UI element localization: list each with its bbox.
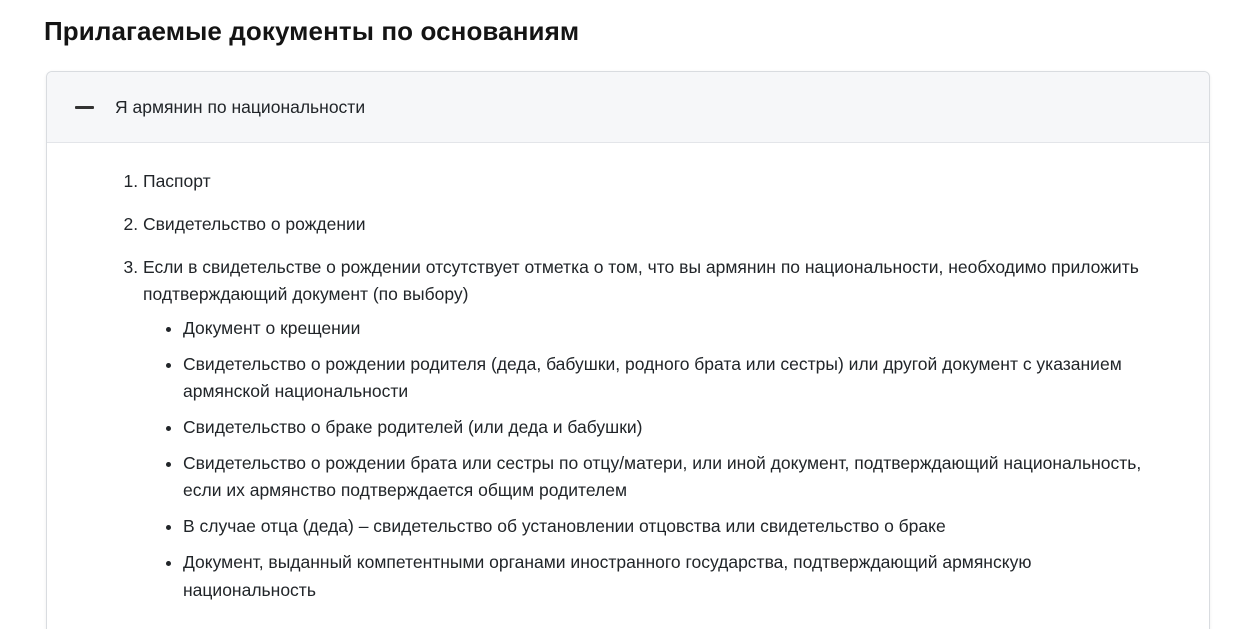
accordion-card: [46, 71, 1210, 629]
page-title: Прилагаемые документы по основаниям: [44, 16, 580, 46]
document-option-item: • Документ, выданный компетентными органами иностранного государства, подтверждающий армянскую национальность: [183, 549, 1165, 603]
document-option-item: • Свидетельство о браке родителей (или деда и бабушки): [183, 414, 1165, 441]
accordion-body: [47, 143, 1209, 629]
document-option-item: • В случае отца (деда) – свидетельство об установлении отцовства или свидетельство о браке: [183, 513, 1165, 540]
document-item-text: Если в свидетельстве о рождении отсутствует отметка о том, что вы армянин по национальности, необходимо приложить подтверждающий документ (по выбору): [143, 257, 1139, 305]
minus-icon: [75, 106, 94, 109]
document-item-text: Паспорт: [143, 171, 211, 191]
document-item: [143, 211, 1165, 238]
document-options-list: [143, 315, 1165, 604]
document-item-text: Свидетельство о рождении: [143, 214, 366, 235]
document-option-item: • Свидетельство о рождении брата или сестры по отцу/матери, или иной документ, подтверждающий национальность, если их армянство подтверждается общим родителем: [183, 450, 1165, 504]
document-option-item: • Свидетельство о рождении родителя (деда, бабушки, родного брата или сестры) или другой документ с указанием армянской национальности: [183, 351, 1165, 405]
document-option-item: • Документ о крещении: [183, 315, 1165, 342]
accordion-header[interactable]: [47, 72, 1209, 143]
document-item: [143, 168, 1165, 195]
documents-list: [87, 168, 1165, 604]
accordion-label: Я армянин по национальности: [115, 96, 366, 117]
document-item: [143, 254, 1165, 603]
